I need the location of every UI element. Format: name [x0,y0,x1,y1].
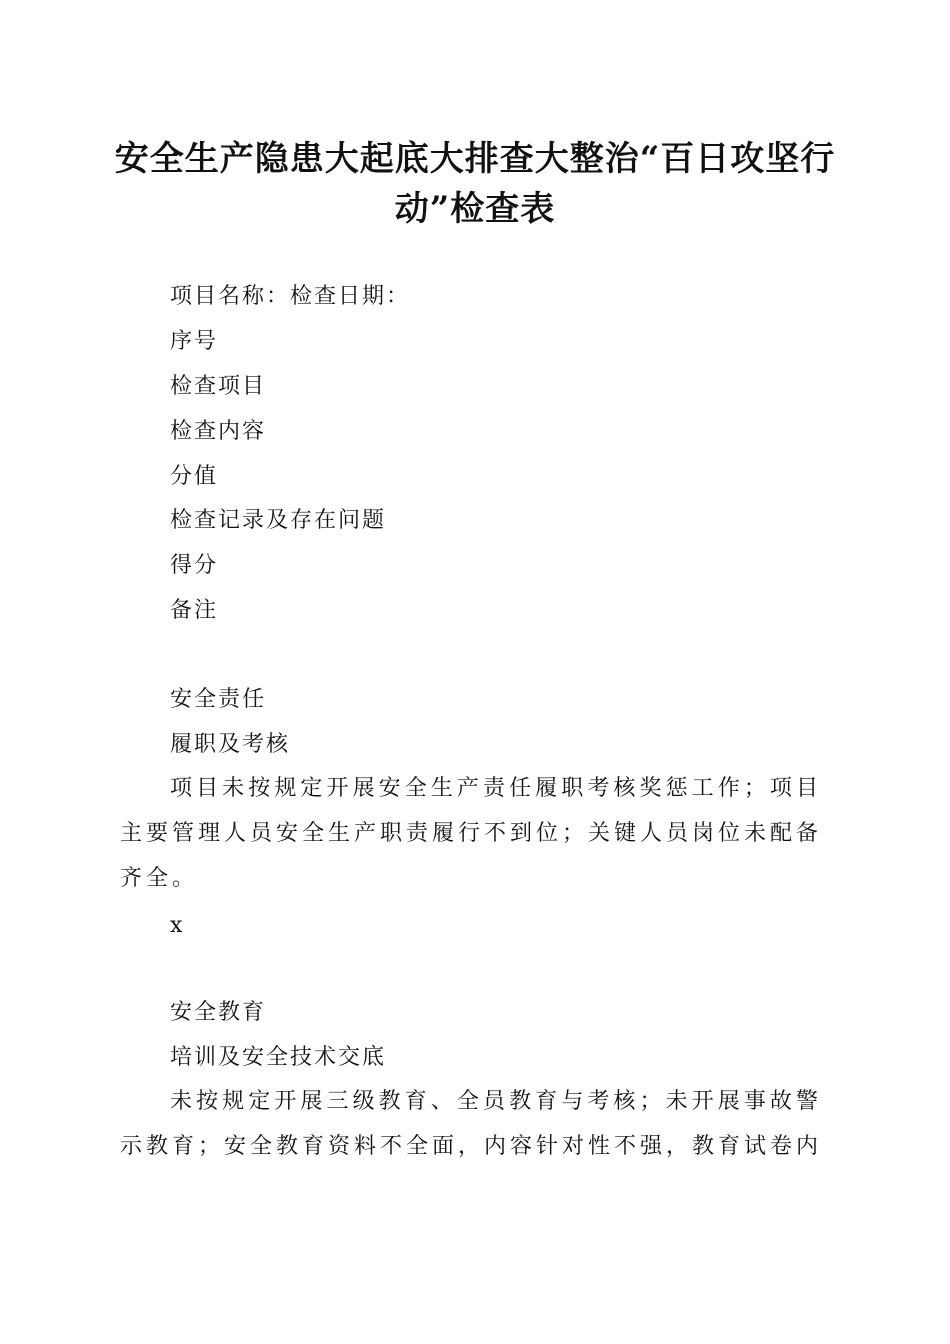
column-header-record: 检查记录及存在问题 [170,508,387,533]
section-subitem-performance: 履职及考核 [170,732,291,757]
section-item-safety-responsibility: 安全责任 [170,687,267,712]
column-header-index: 序号 [170,329,219,354]
section-item-safety-education: 安全教育 [170,1000,267,1025]
column-header-item: 检查项目 [170,374,267,399]
column-header-content: 检查内容 [170,419,267,444]
header-fields: 项目名称：检查日期： [170,284,411,309]
document-title: 安全生产隐患大起底大排查大整治“百日攻坚行动”检查表 [114,139,836,229]
column-header-score-value: 分值 [170,464,219,489]
section-content-safety-responsibility: 项目未按规定开展安全生产责任履职考核奖惩工作；项目主要管理人员安全生产职责履行不到位；关键人员岗位未配备齐全。 [120,776,823,891]
section-subitem-training: 培训及安全技术交底 [170,1045,387,1070]
column-header-score: 得分 [170,553,219,578]
section-content-safety-education: 未按规定开展三级教育、全员教育与考核；未开展事故警示教育；安全教育资料不全面，内容针对性不强，教育试卷内 [120,1089,823,1159]
column-header-remarks: 备注 [170,598,219,623]
section-mark: x [170,913,185,938]
